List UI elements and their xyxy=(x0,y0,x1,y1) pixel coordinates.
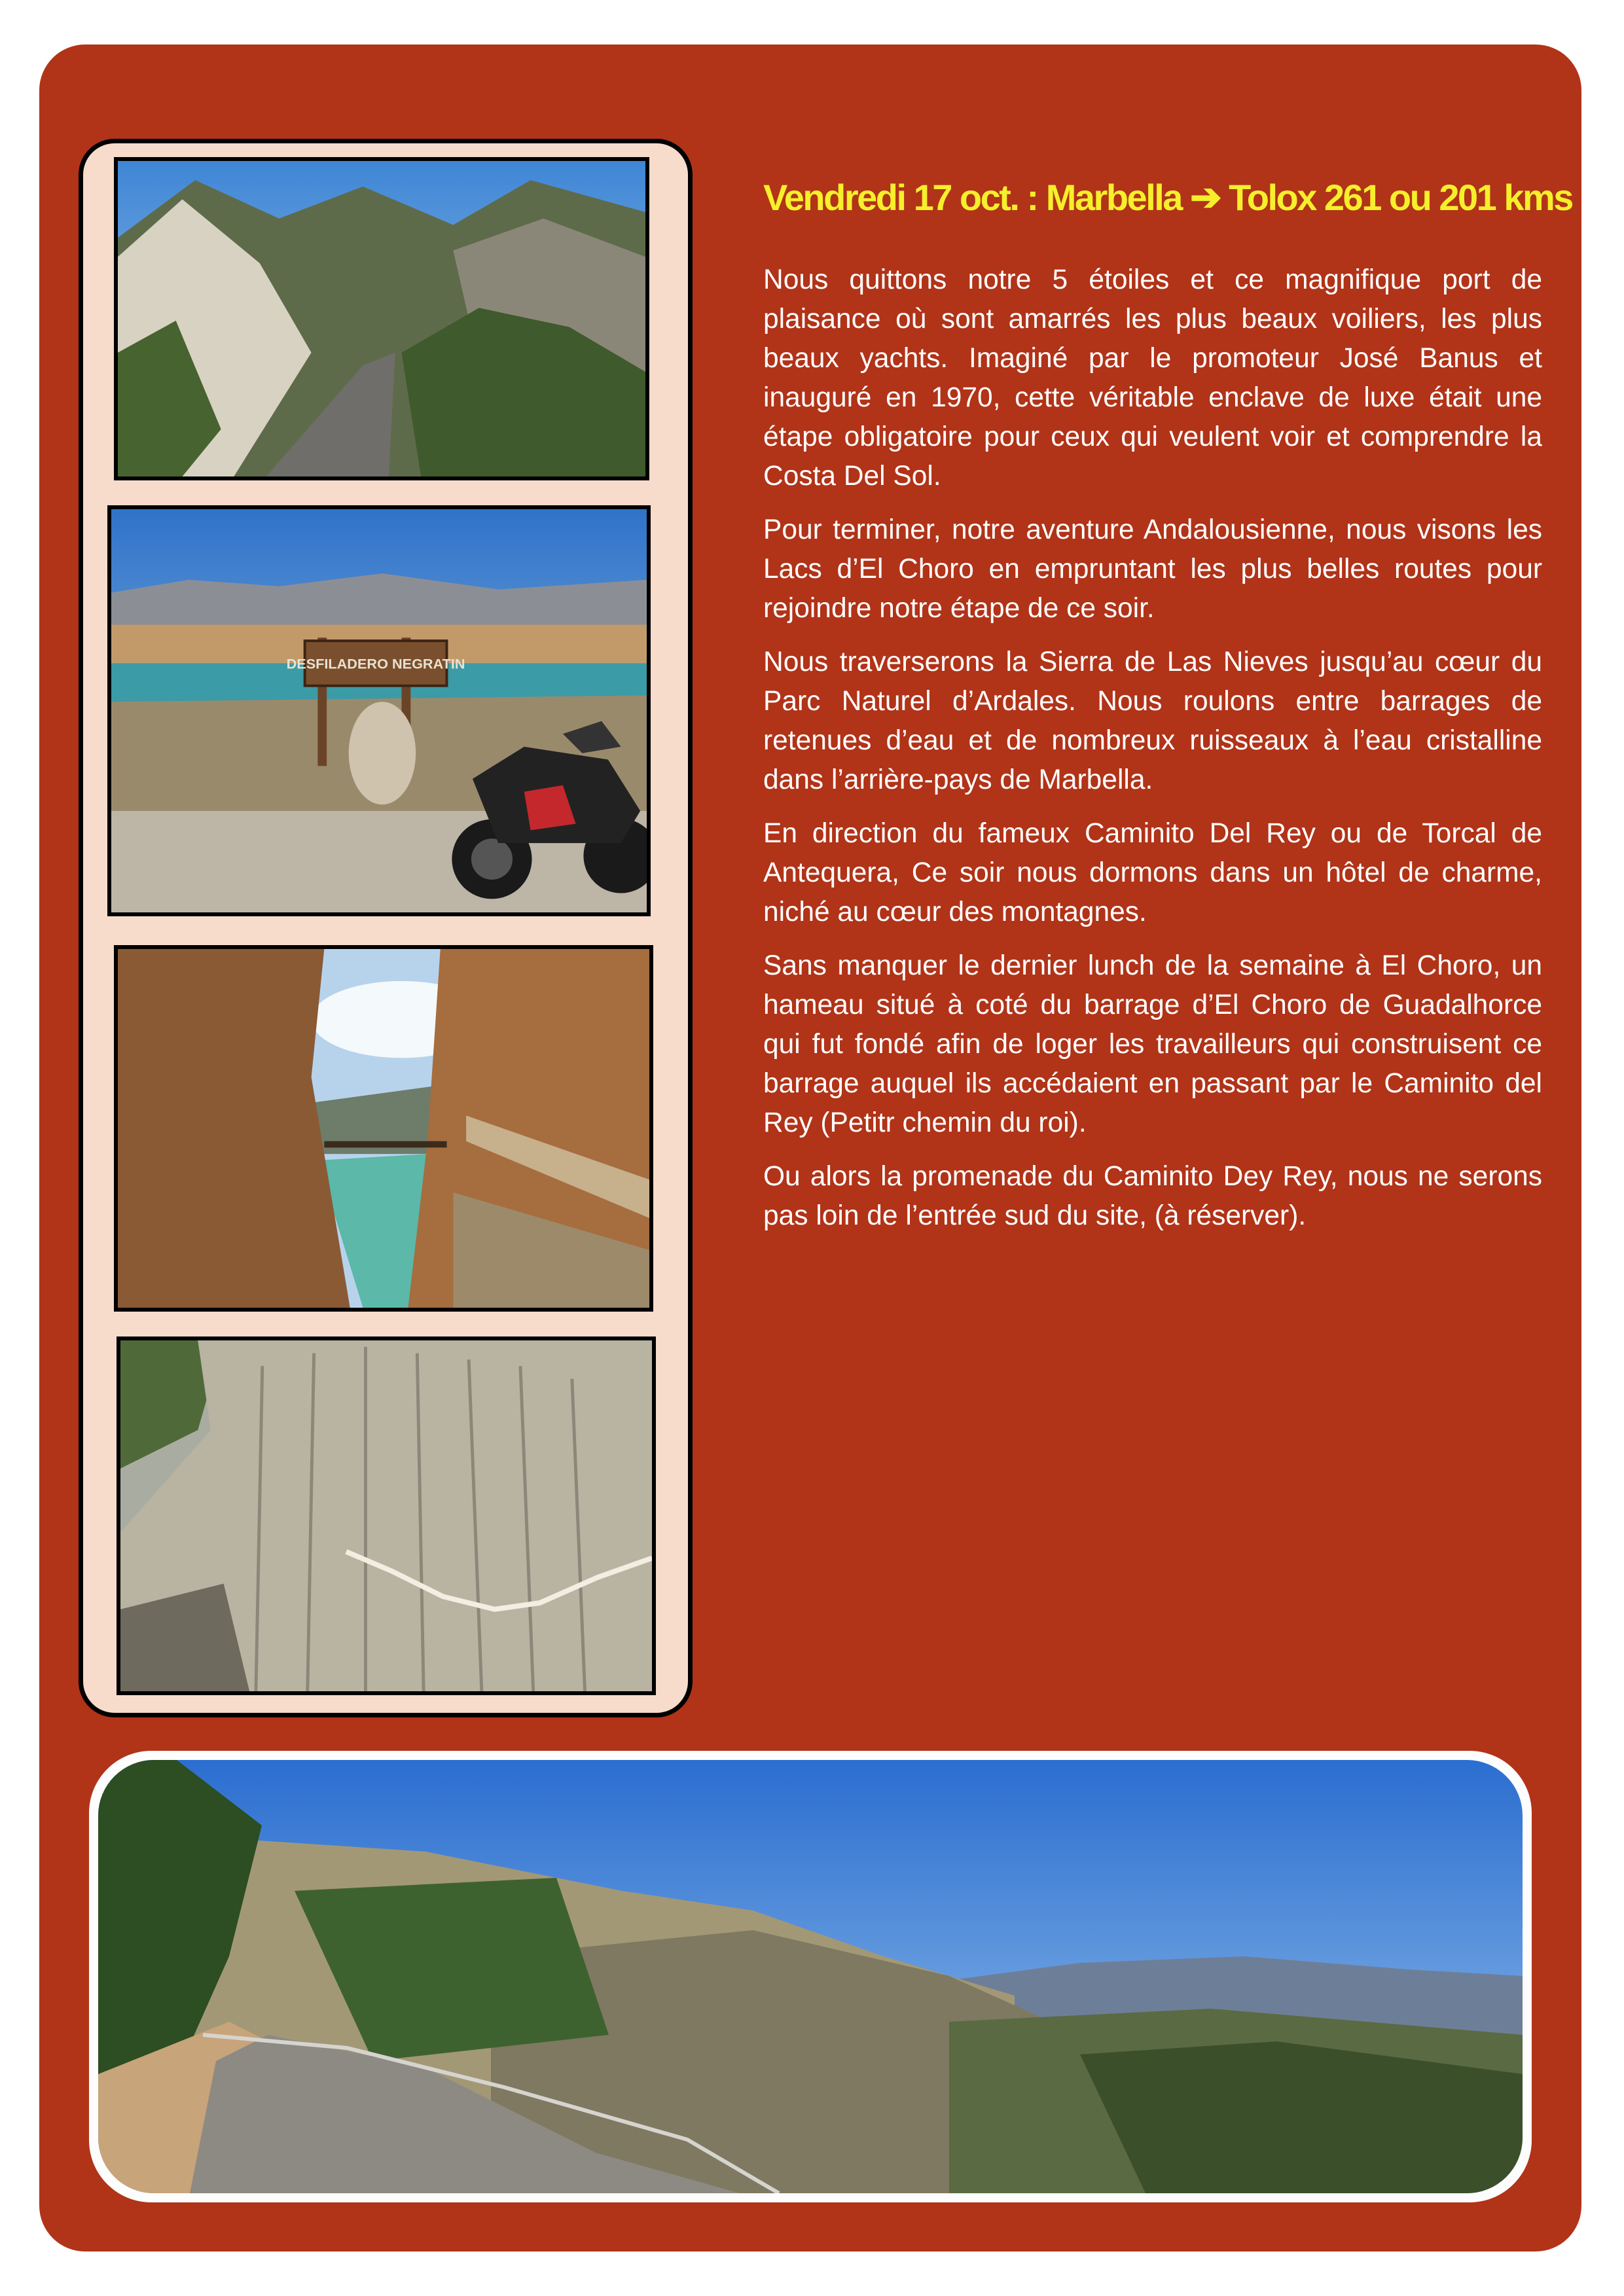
paragraph: En direction du fameux Caminito Del Rey ou de Torcal de Antequera, Ce soir nous dormons dans un hôtel de charme, niché au cœur des montagnes. xyxy=(763,818,1542,927)
paragraph: Pour terminer, notre aventure Andalousienne, nous visons les Lacs d’El Choro en empruntant les plus belles routes pour rejoindre notre étape de ce soir. xyxy=(763,514,1542,624)
paragraph: Ou alors la promenade du Caminito Dey Rey, nous ne serons pas loin de l’entrée sud du site, (à réserver). xyxy=(763,1161,1542,1231)
body-text xyxy=(763,260,1542,1250)
photo-gorge-walkway xyxy=(114,945,653,1312)
photo-cliff-walkway xyxy=(117,1336,656,1695)
photo-panorama-road xyxy=(89,1751,1532,2202)
photo-lake-motorcycle xyxy=(107,505,651,916)
photo-mountain-road xyxy=(114,157,649,480)
page-title: Vendredi 17 oct. : Marbella ➔ Tolox 261 ou 201 kms xyxy=(763,176,1572,219)
arrow-right-icon: ➔ xyxy=(1190,176,1221,219)
paragraph: Sans manquer le dernier lunch de la semaine à El Choro, un hameau situé à coté du barrage d’El Choro de Guadalhorce qui fut fondé afin de loger les travailleurs qui construisent ce barrage auquel ils accédaient en passant par le Caminito del Rey (Petitr chemin du roi). xyxy=(763,950,1542,1138)
paragraph: Nous quittons notre 5 étoiles et ce magnifique port de plaisance où sont amarrés les plus beaux voiliers, les plus beaux yachts. Imaginé par le promoteur José Banus et inauguré en 1970, cette véritable enclave de luxe était une étape obligatoire pour ceux qui veulent voir et comprendre la Costa Del Sol. xyxy=(763,264,1542,492)
paragraph: Nous traverserons la Sierra de Las Nieves jusqu’au cœur du Parc Naturel d’Ardales. Nous roulons entre barrages de retenues d’eau et de nombreux ruisseaux à l’eau cristalline dans l’arrière-pays de Marbella. xyxy=(763,647,1542,795)
sign-text: DESFILADERO NEGRATIN xyxy=(286,655,465,672)
